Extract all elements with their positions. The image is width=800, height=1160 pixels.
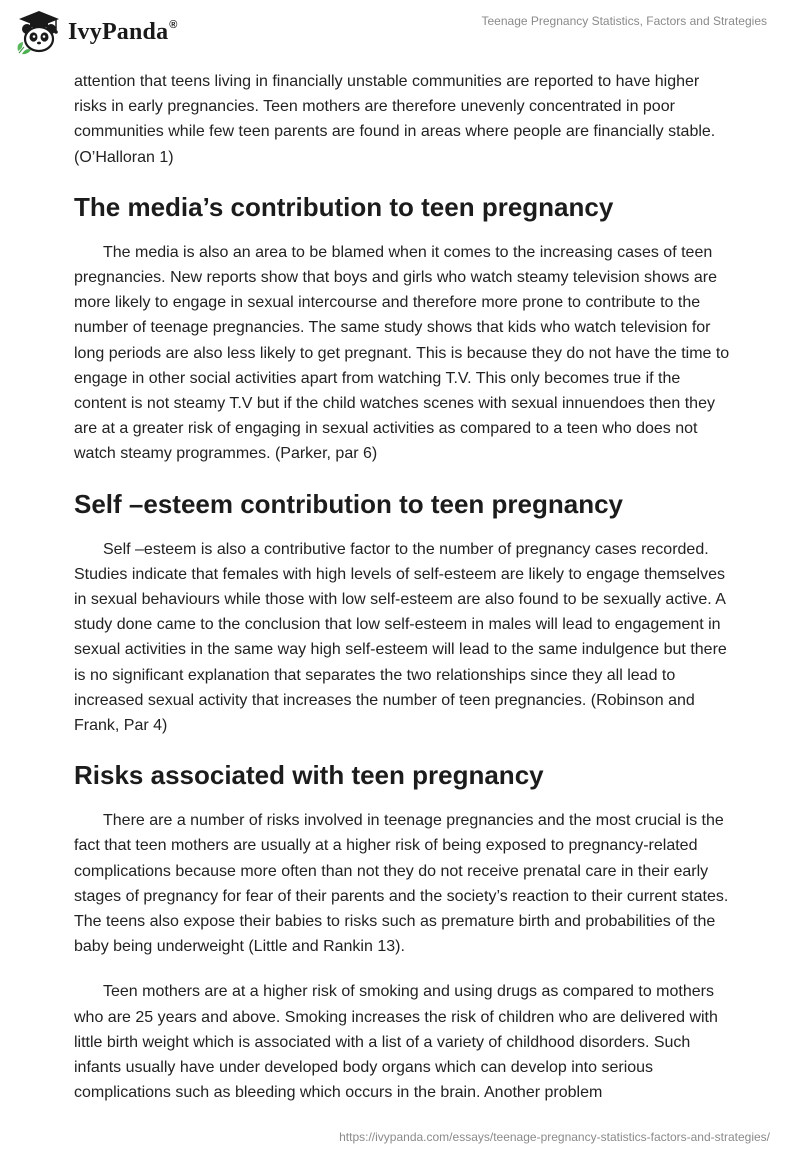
media-paragraph: The media is also an area to be blamed when it comes to the increasing cases of teen pregnancies. New reports show that boys and girls who watch steamy television shows are more likely to engage in sexual intercourse and therefore more prone to contribute to the number of teenage pregnancies. The same study shows that kids who watch television for long periods are also less likely to get pregnant. This is because they do not have the time to engage in other social activities apart from watching T.V. This only becomes true if the content is not steamy T.V but if the child watches scenes with sexual innuendoes then they are at a greater risk of engaging in sexual activities as compared to a teen who does not watch steamy programmes. (Parker, par 6)	[74, 243, 730, 463]
intro-paragraph: attention that teens living in financially unstable communities are reported to have higher risks in early pregnancies. Teen mothers are therefore unevenly concentrated in poor communities while few teen parents are found in areas where people are financially stable. (O’Halloran 1)	[74, 73, 716, 166]
footer-source-url[interactable]: https://ivypanda.com/essays/teenage-pregnancy-statistics-factors-and-strategies/	[339, 1130, 770, 1144]
self-esteem-paragraph: Self –esteem is also a contributive factor to the number of pregnancy cases recorded. Studies indicate that females with high levels of self-esteem are likely to engage themselves in sexual behaviours while those with low self-esteem are also found to be sexually active. A study done came to the conclusion that low self-esteem in males will lead to engagement in sexual activities in the same way high self-esteem will lead to the same indulgence but there is no significant explanation that separates the two relationships since they all lead to increased sexual activity that increases the number of teen pregnancies. (Robinson and Frank, Par 4)	[74, 540, 727, 735]
logo-text: IvyPanda®	[68, 18, 178, 45]
panda-graduate-icon	[14, 9, 64, 55]
section-heading-risks: Risks associated with teen pregnancy	[74, 760, 544, 791]
section-heading-self-esteem: Self –esteem contribution to teen pregnancy	[74, 488, 623, 519]
essay-content	[74, 69, 730, 1106]
registered-mark: ®	[169, 18, 178, 31]
section-heading-media: The media’s contribution to teen pregnancy	[74, 191, 614, 222]
page-header	[0, 0, 800, 62]
document-title: Teenage Pregnancy Statistics, Factors and Strategies	[481, 14, 767, 28]
ivypanda-logo[interactable]	[14, 9, 178, 55]
risks-paragraph-2: Teen mothers are at a higher risk of smoking and using drugs as compared to mothers who are 25 years and above. Smoking increases the risk of children who are delivered with little birth weight which is associated with a list of a variety of childhood disorders. Such infants usually have under developed body organs which can develop into serious complications such as bleeding which occurs in the brain. Another problem	[74, 983, 718, 1102]
risks-paragraph-1: There are a number of risks involved in teenage pregnancies and the most crucial is the fact that teen mothers are usually at a higher risk of being exposed to pregnancy-related complications because more often than not they do not receive prenatal care in their early stages of pregnancy for fear of their parents and the society’s reaction to their current states. The teens also expose their babies to risks such as premature birth and probabilities of the baby being underweight (Little and Rankin 13).	[74, 812, 729, 956]
